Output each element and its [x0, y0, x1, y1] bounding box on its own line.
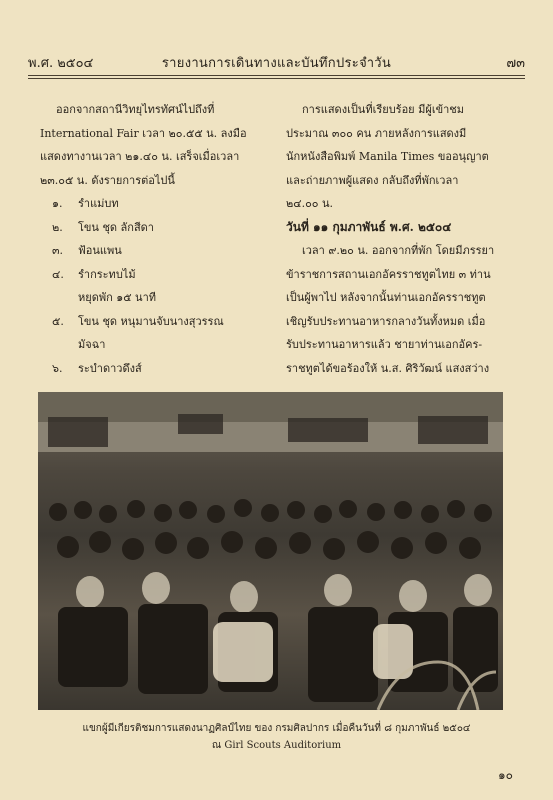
- audience-photo: [38, 392, 503, 710]
- text-line: ออกจากสถานีวิทยุไทรทัศน์ไปถึงที่: [56, 103, 215, 116]
- program-item-label: รำแม่บท: [78, 197, 119, 210]
- text-line: เชิญรับประทานอาหารกลางวันทั้งหมด เมื่อ: [286, 314, 486, 328]
- program-item: [40, 310, 272, 334]
- right-column: [286, 98, 518, 380]
- program-item-number: ๔.: [52, 267, 64, 281]
- program-item-continuation: [40, 333, 272, 357]
- text-line: ประมาณ ๓๐๐ คน ภายหลังการแสดงมี: [286, 126, 467, 140]
- text-line: การแสดงเป็นที่เรียบร้อย มีผู้เข้าชม: [302, 103, 464, 116]
- program-item-continuation: [40, 286, 272, 310]
- header-rule-top: [28, 75, 525, 76]
- header-page-number: ๗๓: [506, 56, 525, 71]
- text-line: นักหนังสือพิมพ์ Manila Times ขออนุญาต: [286, 150, 489, 163]
- footer-page-number: ๑๐: [498, 768, 513, 782]
- program-item-label: หยุดพัก ๑๕ นาที: [78, 291, 156, 304]
- program-item: [40, 192, 272, 216]
- left-column: [40, 98, 272, 380]
- running-header: [28, 52, 525, 74]
- program-item: [40, 357, 272, 381]
- text-line: และถ่ายภาพผู้แสดง กลับถึงที่พักเวลา: [286, 173, 459, 187]
- text-line: ๒๓.๐๕ น. ดังรายการต่อไปนี้: [40, 173, 175, 187]
- text-line: เวลา ๙.๒๐ น. ออกจากที่พัก โดยมีภรรยา: [302, 244, 495, 257]
- photo-caption: [40, 720, 513, 754]
- date-heading: วันที่ ๑๑ กุมภาพันธ์ พ.ศ. ๒๕๐๔: [286, 219, 452, 234]
- program-item-number: ๖.: [52, 361, 63, 375]
- caption-line: แขกผู้มีเกียรติชมการแสดงนาฏศิลป์ไทย ของ กรมศิลปากร เมื่อคืนวันที่ ๘ กุมภาพันธ์ ๒๕๐๔: [82, 723, 471, 734]
- program-item-number: ๑.: [52, 197, 63, 210]
- header-year: พ.ศ. ๒๕๐๔: [28, 56, 94, 71]
- text-line: ข้าราชการสถานเอกอัครราชทูตไทย ๓ ท่าน: [286, 267, 491, 281]
- audience-photo-illustration: [38, 392, 503, 710]
- program-item-number: ๕.: [52, 314, 64, 328]
- text-line: รับประทานอาหารแล้ว ชายาท่านเอกอัคร-: [286, 338, 483, 351]
- program-item: [40, 263, 272, 287]
- caption-line: ณ Girl Scouts Auditorium: [211, 740, 342, 751]
- program-item-number: ๒.: [52, 220, 63, 234]
- text-line: International Fair เวลา ๒๐.๕๕ น. ลงมือ: [40, 126, 247, 140]
- program-item-label: โขน ชุด ลักสีดา: [78, 220, 154, 234]
- text-line: ราชทูตได้ขอร้องให้ น.ส. ศิริวัฒน์ แสงสว่าง: [286, 361, 490, 375]
- program-item-label: รำกระทบไม้: [78, 267, 136, 281]
- program-item: [40, 239, 272, 263]
- text-line: ๒๔.๐๐ น.: [286, 197, 334, 210]
- header-rule-bottom: [28, 78, 525, 79]
- program-item-label: โขน ชุด หนุมานจับนางสุวรรณ: [78, 314, 224, 328]
- program-item-label: ระบำดาวดึงส์: [78, 361, 142, 375]
- program-item-label: ฟ้อนแพน: [78, 244, 122, 257]
- header-title: รายงานการเดินทางและบันทึกประจำวัน: [161, 56, 392, 71]
- text-line: เป็นผู้พาไป หลังจากนั้นท่านเอกอัครราชทูต: [286, 291, 486, 304]
- program-item-number: ๓.: [52, 244, 64, 257]
- program-item-label: มัจฉา: [78, 338, 106, 351]
- text-line: แสดงทางานเวลา ๒๑.๔๐ น. เสร็จเมื่อเวลา: [40, 150, 240, 163]
- program-item: [40, 216, 272, 240]
